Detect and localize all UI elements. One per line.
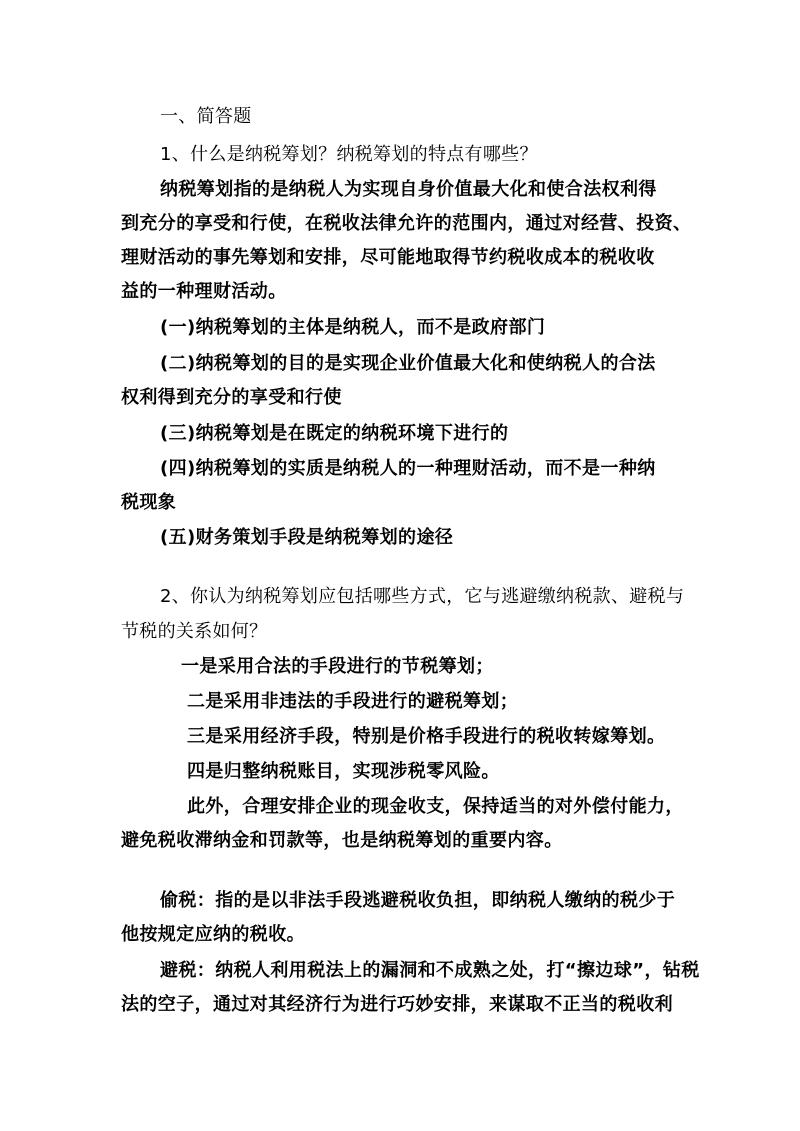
answer-line: 到充分的享受和行使，在税收法律允许的范围内，通过对经营、投资、 — [121, 213, 692, 234]
definition-line: 避税：纳税人利用税法上的漏洞和不成熟之处，打“擦边球”，钻税 — [160, 960, 700, 981]
feature-line: (一)纳税筹划的主体是纳税人，而不是政府部门 — [160, 317, 546, 338]
answer-line: 理财活动的事先筹划和安排，尽可能地取得节约税收成本的税收收 — [121, 247, 655, 268]
definition-line: 法的空子，通过对其经济行为进行巧妙安排，来谋取不正当的税收利 — [121, 994, 673, 1015]
feature-line: 权利得到充分的享受和行使 — [121, 387, 342, 408]
method-line: 一是采用合法的手段进行的节税筹划； — [181, 656, 494, 677]
answer-line: 益的一种理财活动。 — [121, 281, 287, 302]
answer-line: 纳税筹划指的是纳税人为实现自身价值最大化和使合法权利得 — [160, 179, 657, 200]
method-line: 此外，合理安排企业的现金收支，保持适当的对外偿付能力， — [187, 796, 684, 817]
section-title: 一、简答题 — [160, 106, 252, 127]
feature-line: (三)纳税筹划是在既定的纳税环境下进行的 — [160, 423, 509, 444]
question-1: 1、什么是纳税筹划？纳税筹划的特点有哪些？ — [160, 144, 538, 165]
method-line: 四是归整纳税账目，实现涉税零风险。 — [187, 761, 500, 782]
feature-line: (四)纳税筹划的实质是纳税人的一种理财活动，而不是一种纳 — [160, 458, 656, 479]
method-line: 三是采用经济手段，特别是价格手段进行的税收转嫁筹划。 — [187, 726, 666, 747]
feature-line: (五)财务策划手段是纳税筹划的途径 — [160, 527, 454, 548]
method-line: 二是采用非违法的手段进行的避税筹划； — [187, 691, 519, 712]
definition-line: 偷税：指的是以非法手段逃避税收负担，即纳税人缴纳的税少于 — [160, 890, 676, 911]
definition-line: 他按规定应纳的税收。 — [121, 924, 305, 945]
method-line: 避免税收滞纳金和罚款等，也是纳税筹划的重要内容。 — [121, 830, 563, 851]
feature-line: (二)纳税筹划的目的是实现企业价值最大化和使纳税人的合法 — [160, 353, 656, 374]
question-2-line: 节税的关系如何？ — [121, 621, 268, 642]
question-2-line: 2、你认为纳税筹划应包括哪些方式，它与逃避缴纳税款、避税与 — [160, 586, 685, 607]
feature-line: 税现象 — [121, 492, 177, 513]
